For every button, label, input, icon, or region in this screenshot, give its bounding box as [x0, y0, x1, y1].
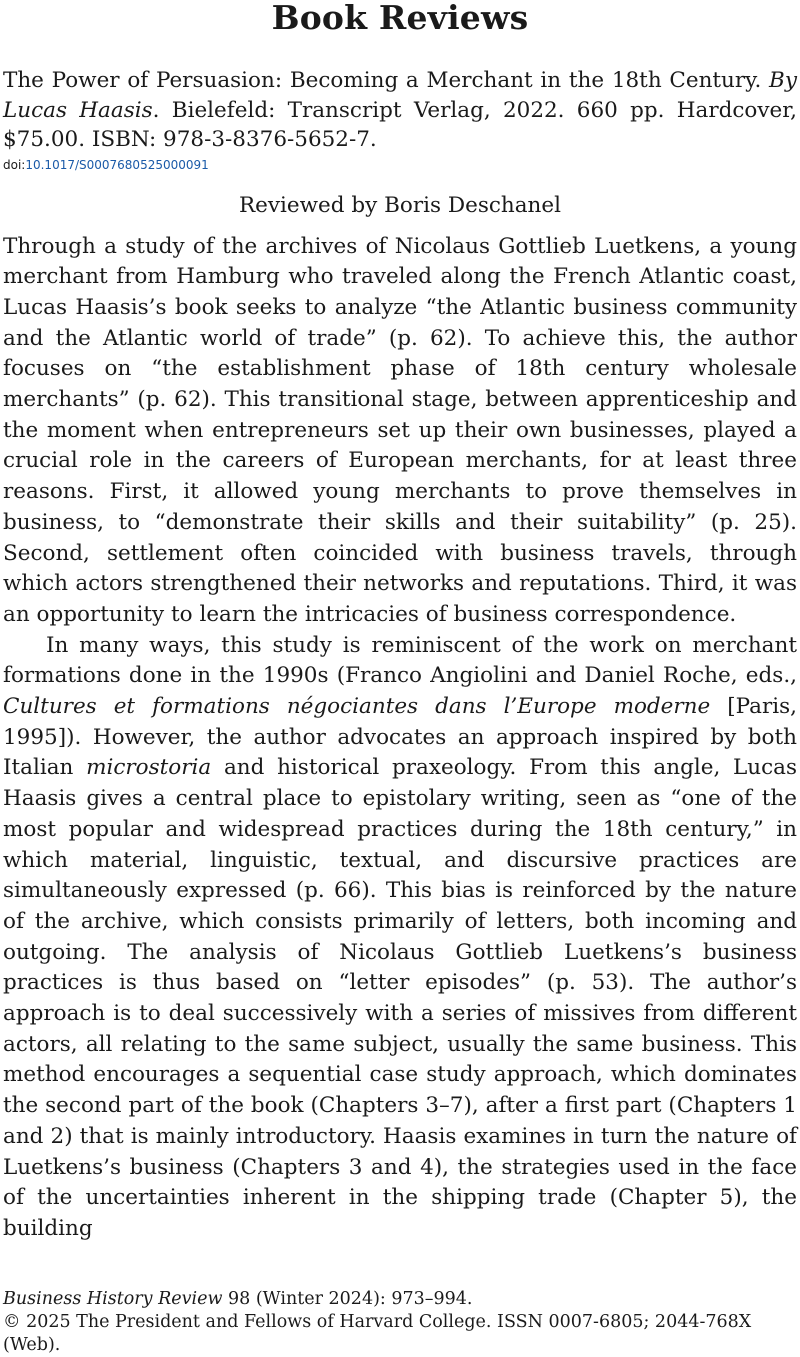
paragraph-2-text-b: [Paris, 1995]). However, the author advocates an approach inspired by both Italian [3, 694, 797, 781]
doi-line [3, 157, 797, 173]
copyright-line: © 2025 The President and Fellows of Harvard College. ISSN 0007-6805; 2044-768X (Web). [3, 1312, 752, 1355]
page-footer [3, 1288, 797, 1357]
paragraph-2-text-a: In many ways, this study is reminiscent of the work on merchant formations done in the 1990s (Franco Angiolini and Daniel Roche, eds., [3, 632, 797, 689]
journal-name: Business History Review [3, 1289, 223, 1309]
paragraph-1: Through a study of the archives of Nicolaus Gottlieb Luetkens, a young merchant from Hamburg who traveled along the French Atlantic coast, Lucas Haasis’s book seeks to analyze “the Atlantic business community and the Atlantic world of trade” (p. 62). To achieve this, the author focuses on “the establishment phase of 18th century wholesale merchants” (p. 62). This transitional stage, between apprenticeship and the moment when entrepreneurs set up their own businesses, played a crucial role in the careers of European merchants, for at least three reasons. First, it allowed young merchants to prove themselves in business, to “demonstrate their skills and their suitability” (p. 25). Second, settlement often coincided with business travels, through which actors strengthened their networks and reputations. Third, it was an opportunity to learn the intricacies of business correspondence. [3, 233, 797, 627]
section-title: Book Reviews [271, 0, 529, 37]
cited-work-title: Cultures et formations négociantes dans l’Europe moderne [3, 694, 711, 720]
book-citation [3, 66, 797, 155]
book-author: Lucas Haasis [3, 97, 153, 123]
journal-citation [3, 1288, 797, 1311]
paragraph-2-text-c: and historical praxeology. From this angle, Lucas Haasis gives a central place to epistolary writing, seen as “one of the most popular and widespread practices during the 18th century,” in which material, linguistic, textual, and discursive practices are simultaneously expressed (p. 66). This bias is reinforced by the nature of the archive, which consists primarily of letters, both incoming and outgoing. The analysis of Nicolaus Gottlieb Luetkens’s business practices is thus based on “letter episodes” (p. 53). The author’s approach is to deal successively with a series of missives from different actors, all relating to the same subject, usually the same business. This method encourages a sequential case study approach, which dominates the second part of the book (Chapters 3–7), after a first part (Chapters 1 and 2) that is mainly introductory. Haasis examines in turn the nature of Luetkens’s business (Chapters 3 and 4), the strategies used in the face of the uncertainties inherent in the shipping trade (Chapter 5), the building [3, 755, 798, 1241]
microstoria-term: microstoria [86, 755, 212, 781]
review-body [3, 232, 797, 1245]
book-title: The Power of Persuasion: Becoming a Merchant in the 18th Century. [3, 68, 762, 93]
paragraph-2 [3, 631, 797, 1245]
by-label: By [769, 68, 797, 93]
reviewer-byline: Reviewed by Boris Deschanel [238, 192, 562, 218]
doi-label: doi: [3, 157, 26, 172]
journal-issue: 98 (Winter 2024): 973–994. [228, 1289, 473, 1309]
publication-info: . Bielefeld: Transcript Verlag, 2022. 660 pp. Hardcover, $75.00. ISBN: 978-3-8376-5652-7. [3, 97, 797, 152]
doi-link[interactable]: 10.1017/S0007680525000091 [25, 157, 209, 172]
